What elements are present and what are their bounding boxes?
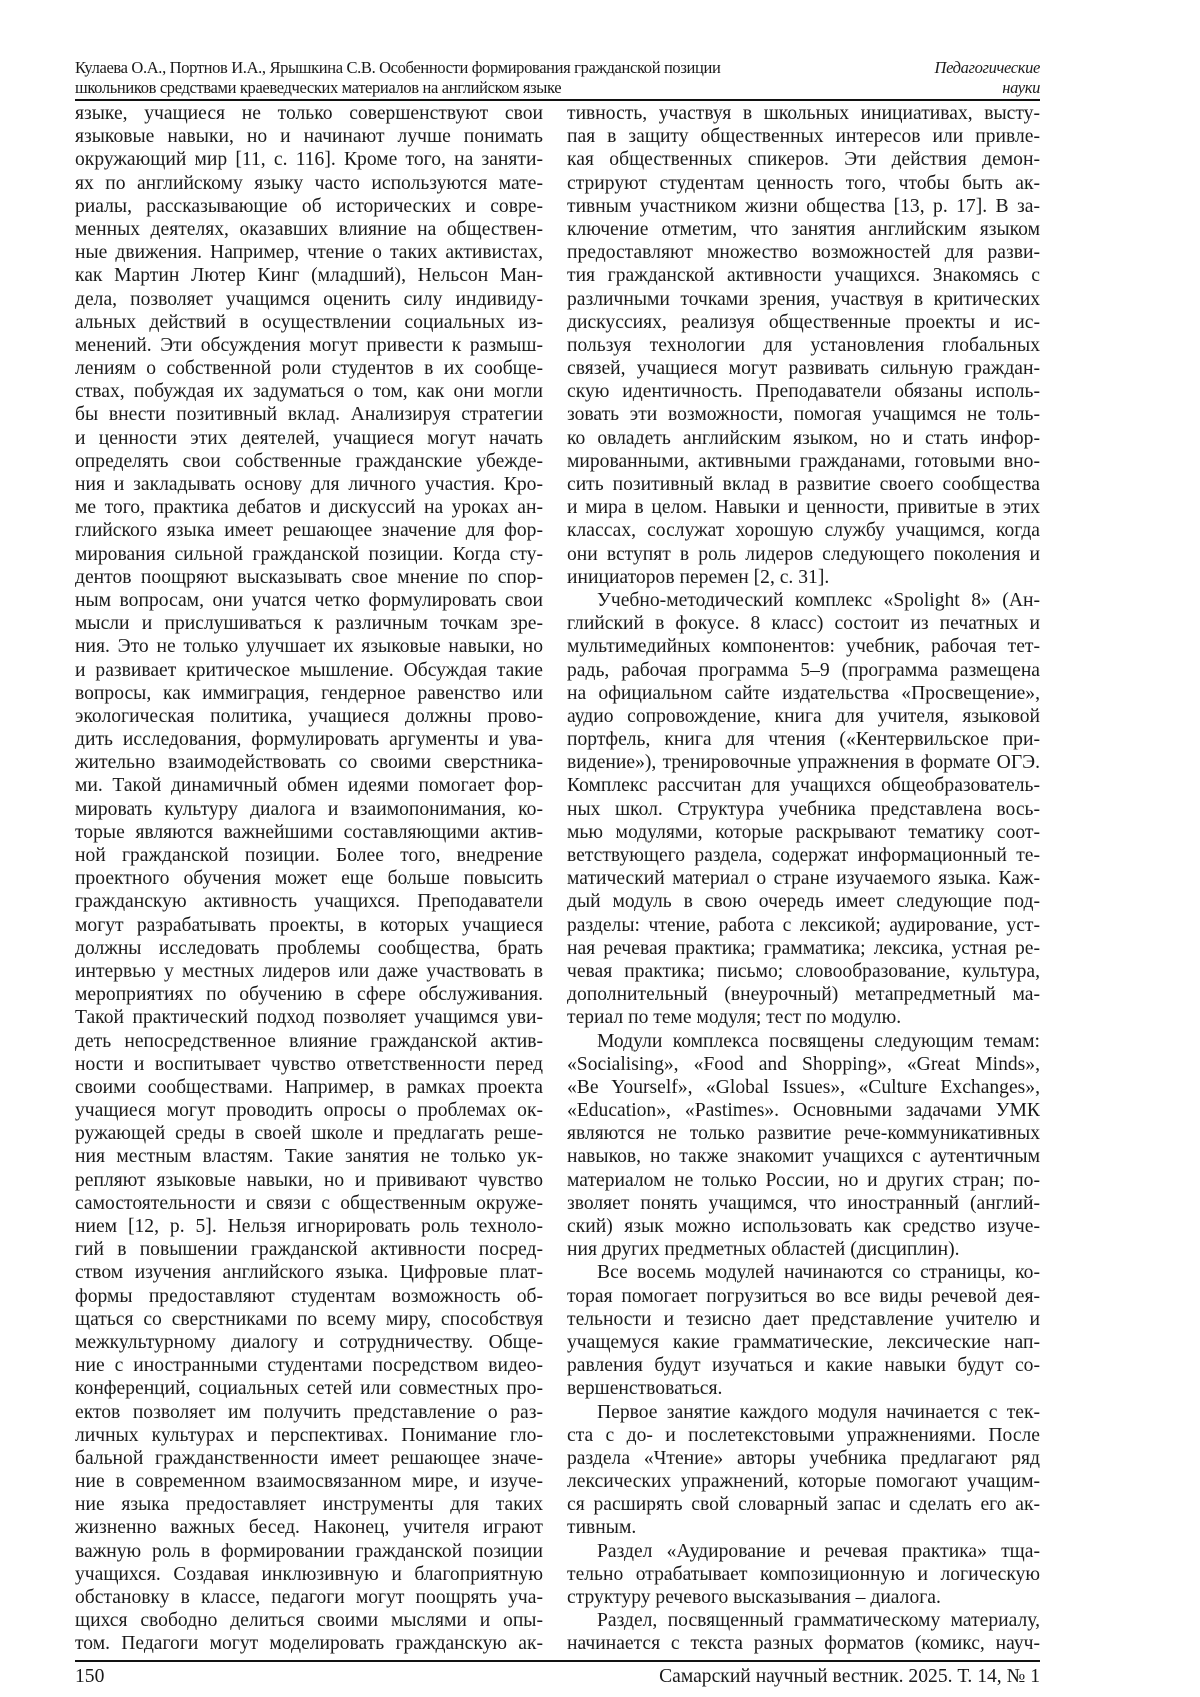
text-line: альных действий в осуществлении социальных из- <box>75 311 543 334</box>
text-line: лексических упражнений, которые помогают учащим- <box>567 1470 1040 1493</box>
text-line: риалы, рассказывающие об исторических и совре- <box>75 195 543 218</box>
text-line: проектного обучения может еще больше повысить <box>75 867 543 890</box>
text-line: жизненно важных бесед. Наконец, учителя играют <box>75 1516 543 1539</box>
text-line: том. Педагоги могут моделировать гражданскую ак- <box>75 1632 543 1655</box>
text-line: ния местным властям. Такие занятия не только ук- <box>75 1145 543 1168</box>
text-line: тивным участником жизни общества [13, p. 17]. В за- <box>567 195 1040 218</box>
text-line: ский) язык можно использовать как средство изуче- <box>567 1215 1040 1238</box>
text-line: и ценности этих деятелей, учащиеся могут начать <box>75 427 543 450</box>
section-line-1: Педагогические <box>935 58 1041 78</box>
text-line: структуру речевого высказывания – диалога. <box>567 1586 1040 1609</box>
text-line: формы предоставляют студентам возможность об- <box>75 1285 543 1308</box>
text-line: важную роль в формировании гражданской позиции <box>75 1540 543 1563</box>
text-line: ние в современном взаимосвязанном мире, и изуче- <box>75 1470 543 1493</box>
text-line: учащемуся какие грамматические, лексические нап- <box>567 1331 1040 1354</box>
text-line: ствах, побуждая их задуматься о том, как они могли <box>75 380 543 403</box>
text-line: навыков, но также знакомит учащихся с аутентичным <box>567 1145 1040 1168</box>
header-divider <box>75 99 1040 101</box>
text-line: окружающий мир [11, с. 116]. Кроме того, на заняти- <box>75 148 543 171</box>
text-line: Первое занятие каждого модуля начинается с тек- <box>567 1401 1040 1424</box>
paragraph <box>567 1030 1040 1262</box>
text-line: Комплекс рассчитан для учащихся общеобразователь- <box>567 774 1040 797</box>
text-line: Раздел, посвященный грамматическому материалу, <box>567 1609 1040 1632</box>
paragraph <box>567 589 1040 1030</box>
text-line: ме того, практика дебатов и дискуссий на уроках ан- <box>75 496 543 519</box>
text-line: дентов поощряют высказывать свое мнение по спор- <box>75 566 543 589</box>
text-line: тия гражданской активности учащихся. Знакомясь с <box>567 264 1040 287</box>
text-line: лениям о собственной роли студентов в их сообще- <box>75 357 543 380</box>
text-line: ным вопросам, они учатся четко формулировать свои <box>75 589 543 612</box>
text-line: и мира в целом. Навыки и ценности, привитые в этих <box>567 496 1040 519</box>
section-label <box>935 58 1041 98</box>
text-line: ные движения. Например, чтение о таких активистах, <box>75 241 543 264</box>
paragraph <box>567 1401 1040 1540</box>
text-line: зволяет понять учащимся, что иностранный (англий- <box>567 1192 1040 1215</box>
text-line: дый модуль в свою очередь имеет следующие под- <box>567 890 1040 913</box>
text-line: определять свои собственные гражданские убежде- <box>75 450 543 473</box>
text-line: аудио сопровождение, книга для учителя, языковой <box>567 705 1040 728</box>
text-line: ния других предметных областей (дисциплин). <box>567 1238 1040 1261</box>
paragraph <box>75 102 543 1656</box>
text-line: инициаторов перемен [2, с. 31]. <box>567 566 1040 589</box>
text-line: экологическая политика, учащиеся должны прово- <box>75 705 543 728</box>
text-line: «Education», «Pastimes». Основными задачами УМК <box>567 1099 1040 1122</box>
text-line: связей, учащиеся могут развивать сильную граждан- <box>567 357 1040 380</box>
text-line: конференций, социальных сетей или совместных про- <box>75 1377 543 1400</box>
text-line: ством изучения английского языка. Цифровые плат- <box>75 1261 543 1284</box>
paragraph <box>567 1261 1040 1400</box>
text-line: дить исследования, формулировать аргументы и ува- <box>75 728 543 751</box>
text-line: своими сообществами. Например, в рамках проекта <box>75 1076 543 1099</box>
text-line: Учебно-методический комплекс «Spolight 8» (Ан- <box>567 589 1040 612</box>
text-line: мировать культуру диалога и взаимопонимания, ко- <box>75 798 543 821</box>
text-line: раздела «Чтение» авторы учебника предлагают ряд <box>567 1447 1040 1470</box>
text-line: учащиеся могут проводить опросы о проблемах ок- <box>75 1099 543 1122</box>
text-line: личных культурах и перспективах. Понимание гло- <box>75 1424 543 1447</box>
text-line: чевая практика; письмо; словообразование, культура, <box>567 960 1040 983</box>
text-line: разделы: чтение, работа с лексикой; аудирование, уст- <box>567 914 1040 937</box>
text-line: гий в повышении гражданской активности посред- <box>75 1238 543 1261</box>
text-line: териал по теме модуля; тест по модулю. <box>567 1006 1040 1029</box>
text-line: межкультурному диалогу и сотрудничеству. Обще- <box>75 1331 543 1354</box>
text-line: щаться со сверстниками по всему миру, способствуя <box>75 1308 543 1331</box>
text-line: на официальном сайте издательства «Просвещение», <box>567 682 1040 705</box>
text-line: пользуя технологии для установления глобальных <box>567 334 1040 357</box>
right-text-column <box>567 102 1040 1656</box>
text-line: тельно отрабатывает композиционную и логическую <box>567 1563 1040 1586</box>
text-line: ние языка предоставляет инструменты для таких <box>75 1493 543 1516</box>
citation-line-2: школьников средствами краеведческих материалов на английском языке <box>75 78 720 98</box>
text-line: обстановку в классе, педагоги могут поощрять уча- <box>75 1586 543 1609</box>
text-line: ных школ. Структура учебника представлена вось- <box>567 798 1040 821</box>
text-line: ста с до- и послетекстовыми упражнениями. После <box>567 1424 1040 1447</box>
text-line: начинается с текста разных форматов (комикс, науч- <box>567 1632 1040 1655</box>
text-line: ности и воспитывает чувство ответственности перед <box>75 1053 543 1076</box>
text-line: торая помогает погрузиться во все виды речевой дея- <box>567 1285 1040 1308</box>
text-line: различными точками зрения, участвуя в критических <box>567 288 1040 311</box>
text-line: дополнительный (внеурочный) метапредметный ма- <box>567 983 1040 1006</box>
text-line: ях по английскому языку часто используются мате- <box>75 172 543 195</box>
text-line: кая общественных спикеров. Эти действия демон- <box>567 148 1040 171</box>
text-line: вопросы, как иммиграция, гендерное равенство или <box>75 682 543 705</box>
citation-line-1: Кулаева О.А., Портнов И.А., Ярышкина С.В. Особенности формирования гражданской позиции <box>75 58 720 78</box>
text-line: дела, позволяет учащимся оценить силу индивиду- <box>75 288 543 311</box>
text-line: Все восемь модулей начинаются со страницы, ко- <box>567 1261 1040 1284</box>
text-line: ния и закладывать основу для личного участия. Кро- <box>75 473 543 496</box>
text-line: менных деятелях, оказавших влияние на обществен- <box>75 218 543 241</box>
journal-name: Самарский научный вестник. 2025. Т. 14, № 1 <box>659 1665 1040 1689</box>
text-line: пая в защиту общественных интересов или привле- <box>567 125 1040 148</box>
text-line: бальной гражданственности имеет решающее значе- <box>75 1447 543 1470</box>
text-line: торые являются важнейшими составляющими актив- <box>75 821 543 844</box>
text-line: должны исследовать проблемы сообщества, брать <box>75 937 543 960</box>
text-line: бы внести позитивный вклад. Анализируя стратегии <box>75 403 543 426</box>
text-line: сить позитивный вклад в развитие своего сообщества <box>567 473 1040 496</box>
text-line: могут разрабатывать проекты, в которых учащиеся <box>75 914 543 937</box>
running-header <box>75 58 1040 98</box>
text-line: щихся свободно делиться своими мыслями и опы- <box>75 1609 543 1632</box>
text-line: репляют языковые навыки, но и прививают чувство <box>75 1169 543 1192</box>
text-line: мультимедийных компонентов: учебник, рабочая тет- <box>567 635 1040 658</box>
text-line: гражданскую активность учащихся. Преподаватели <box>75 890 543 913</box>
text-line: являются не только развитие рече-коммуникативных <box>567 1122 1040 1145</box>
text-line: тивность, участвуя в школьных инициативах, высту- <box>567 102 1040 125</box>
text-line: и развивает критическое мышление. Обсуждая такие <box>75 659 543 682</box>
paragraph <box>567 1540 1040 1610</box>
text-line: ми. Такой динамичный обмен идеями помогает фор- <box>75 774 543 797</box>
text-line: ной гражданской позиции. Более того, внедрение <box>75 844 543 867</box>
text-line: тельности и тезисно дает представление учителю и <box>567 1308 1040 1331</box>
text-line: матический материал о стране изучаемого языка. Каж- <box>567 867 1040 890</box>
text-line: ектов позволяет им получить представление о раз- <box>75 1401 543 1424</box>
text-line: ние с иностранными студентами посредством видео- <box>75 1354 543 1377</box>
text-line: радь, рабочая программа 5–9 (программа размещена <box>567 659 1040 682</box>
text-line: учащихся. Создавая инклюзивную и благоприятную <box>75 1563 543 1586</box>
text-line: жительно взаимодействовать со своими сверстника- <box>75 751 543 774</box>
text-line: Модули комплекса посвящены следующим темам: <box>567 1030 1040 1053</box>
text-line: мысли и прислушиваться к различным точкам зре- <box>75 612 543 635</box>
text-line: ко овладеть английским языком, но и стать инфор- <box>567 427 1040 450</box>
text-line: глийского языка имеет решающее значение для фор- <box>75 519 543 542</box>
footer-divider <box>75 1660 1040 1662</box>
text-line: менений. Эти обсуждения могут привести к размыш- <box>75 334 543 357</box>
text-line: ния. Это не только улучшает их языковые навыки, но <box>75 635 543 658</box>
text-line: мероприятиях по обучению в сфере обслуживания. <box>75 983 543 1006</box>
text-line: классах, сослужат хорошую службу учащимся, когда <box>567 519 1040 542</box>
text-line: скую идентичность. Преподаватели обязаны исполь- <box>567 380 1040 403</box>
paragraph <box>567 102 1040 589</box>
text-line: портфель, книга для чтения («Кентервильское при- <box>567 728 1040 751</box>
text-line: они вступят в роль лидеров следующего поколения и <box>567 543 1040 566</box>
text-line: видение»), тренировочные упражнения в формате ОГЭ. <box>567 751 1040 774</box>
text-line: деть непосредственное влияние гражданской актив- <box>75 1030 543 1053</box>
text-line: как Мартин Лютер Кинг (младший), Нельсон Ман- <box>75 264 543 287</box>
text-line: Раздел «Аудирование и речевая практика» тща- <box>567 1540 1040 1563</box>
text-line: языковые навыки, но и начинают лучше понимать <box>75 125 543 148</box>
text-line: нием [12, p. 5]. Нельзя игнорировать роль техноло- <box>75 1215 543 1238</box>
text-line: ружающей среды в своей школе и предлагать реше- <box>75 1122 543 1145</box>
text-line: ветствующего раздела, содержат информационный те- <box>567 844 1040 867</box>
text-line: интервью у местных лидеров или даже участвовать в <box>75 960 543 983</box>
text-line: мью модулями, которые раскрывают тематику соот- <box>567 821 1040 844</box>
text-line: материалом не только России, но и других стран; по- <box>567 1169 1040 1192</box>
text-line: ся расширять свой словарный запас и сделать его ак- <box>567 1493 1040 1516</box>
text-line: мирования сильной гражданской позиции. Когда сту- <box>75 543 543 566</box>
text-line: зовать эти возможности, помогая учащимся не толь- <box>567 403 1040 426</box>
text-line: Такой практический подход позволяет учащимся уви- <box>75 1006 543 1029</box>
text-line: ная речевая практика; грамматика; лексика, устная ре- <box>567 937 1040 960</box>
text-line: равления будут изучаться и какие навыки будут со- <box>567 1354 1040 1377</box>
text-line: мированными, активными гражданами, готовыми вно- <box>567 450 1040 473</box>
text-line: самостоятельности и связи с общественным окруже- <box>75 1192 543 1215</box>
section-line-2: науки <box>935 78 1041 98</box>
text-line: тивным. <box>567 1516 1040 1539</box>
text-line: языке, учащиеся не только совершенствуют свои <box>75 102 543 125</box>
text-line: «Be Yourself», «Global Issues», «Culture Exchanges», <box>567 1076 1040 1099</box>
text-line: ключение отметим, что занятия английским языком <box>567 218 1040 241</box>
paragraph <box>567 1609 1040 1655</box>
text-line: стрируют студентам ценность того, чтобы быть ак- <box>567 172 1040 195</box>
text-line: «Socialising», «Food and Shopping», «Great Minds», <box>567 1053 1040 1076</box>
text-line: вершенствоваться. <box>567 1377 1040 1400</box>
page-number: 150 <box>75 1665 104 1689</box>
text-line: глийский в фокусе. 8 класс) состоит из печатных и <box>567 612 1040 635</box>
left-text-column <box>75 102 543 1656</box>
text-line: предоставляют множество возможностей для разви- <box>567 241 1040 264</box>
text-line: дискуссиях, реализуя общественные проекты и ис- <box>567 311 1040 334</box>
article-citation <box>75 58 720 98</box>
